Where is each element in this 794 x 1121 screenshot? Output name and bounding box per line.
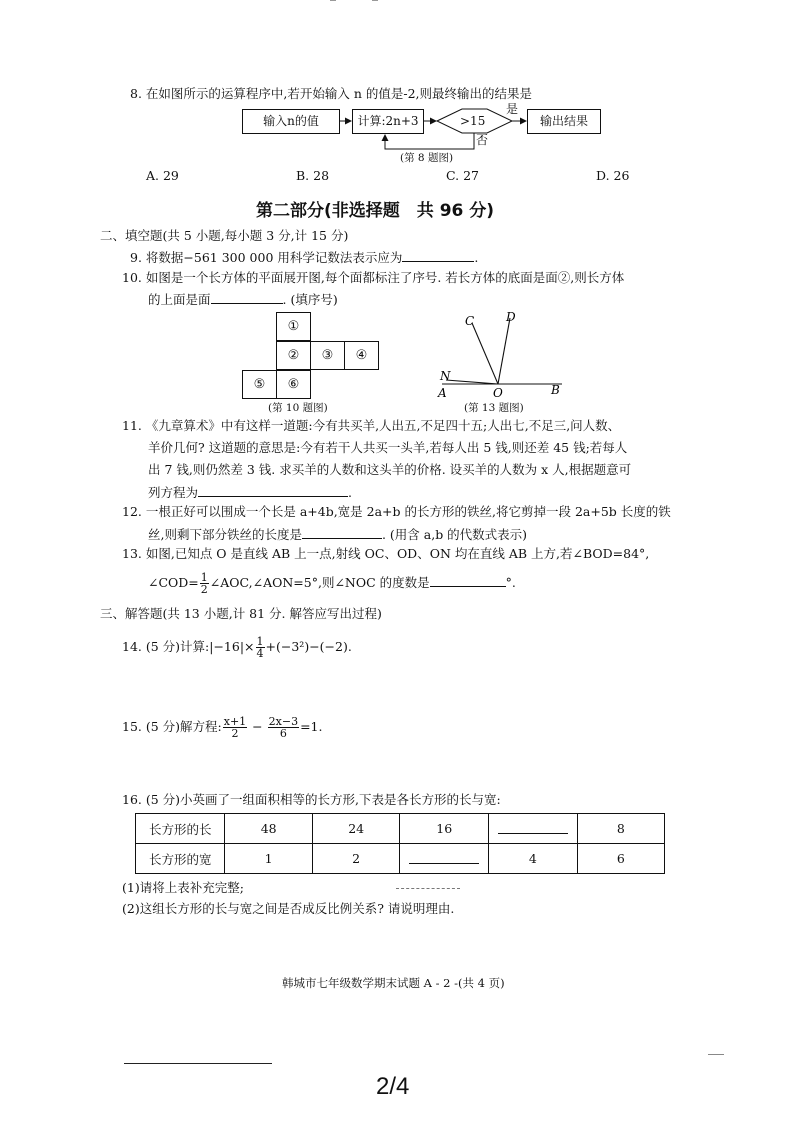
q12-prompt: 丝,则剩下部分铁丝的长度是 (148, 527, 302, 542)
scan-mark (372, 0, 378, 4)
q14-prompt-a: 14. (5 分)计算:|−16|× (122, 639, 255, 654)
label-a: A (438, 386, 447, 400)
part2-title: 第二部分(非选择题 共 96 分) (256, 201, 495, 221)
table-cell-blank (489, 814, 578, 844)
table-row (136, 844, 665, 874)
net-face-2: ② (276, 341, 311, 370)
flow-caption: (第 8 题图) (400, 152, 454, 164)
q15-f1-num: x+1 (223, 715, 247, 728)
q13-end: °. (505, 575, 516, 590)
q15-f2-num: 2x−3 (268, 715, 299, 728)
table-cell: 48 (225, 814, 313, 844)
table-cell: 长方形的宽 (136, 844, 225, 874)
solve-section-header: 三、解答题(共 13 小题,计 81 分. 解答应写出过程) (100, 606, 382, 621)
q13-prompt-b: ∠AOC,∠AON=5°,则∠NOC 的度数是 (209, 575, 430, 590)
q14-frac-num: 1 (256, 635, 264, 648)
q14-fraction (256, 636, 265, 659)
table-cell: 1 (225, 844, 313, 874)
table-cell: 4 (489, 844, 578, 874)
q12-answer-blank (302, 526, 382, 539)
q15-fraction-1 (223, 716, 247, 739)
q13-answer-blank (430, 574, 506, 587)
q9-text (130, 249, 478, 266)
q10-line1: 10. 如图是一个长方体的平面展开图,每个面都标注了序号. 若长方体的底面是面②,则长方体 (122, 270, 625, 285)
q16-text: 16. (5 分)小英画了一组面积相等的长方形,下表是各长方形的长与宽: (122, 792, 501, 807)
q8-option-a: A. 29 (146, 168, 179, 183)
angle-figure (432, 308, 582, 400)
q15-prompt-b: =1. (300, 719, 323, 734)
q9-end: . (474, 250, 479, 265)
net-face-3: ③ (310, 341, 345, 370)
q13-line1: 13. 如图,已知点 O 是直线 AB 上一点,射线 OC、OD、ON 均在直线 AB 上方,若∠BOD=84°, (122, 546, 650, 561)
flow-input-box: 输入n的值 (242, 109, 340, 134)
q8-flowchart (240, 104, 620, 164)
q12-line2 (148, 526, 527, 543)
table-answer-blank (409, 851, 479, 864)
rectangle-table (135, 813, 665, 874)
table-cell: 8 (577, 814, 664, 844)
q14-frac-den: 4 (256, 647, 264, 660)
label-c: C (465, 314, 475, 328)
q10-line2 (148, 291, 338, 308)
table-cell: 长方形的长 (136, 814, 225, 844)
q14-text (122, 632, 352, 662)
table-cell: 6 (577, 844, 664, 874)
q12-hint: . (用含 a,b 的代数式表示) (381, 527, 528, 542)
scan-mark (330, 0, 336, 4)
label-d: D (506, 310, 516, 324)
q8-option-d: D. 26 (596, 168, 630, 183)
table-cell: 24 (312, 814, 400, 844)
q15-f1-den: 2 (231, 727, 239, 740)
q13-frac-num: 1 (200, 571, 208, 584)
page-footer: 韩城市七年级数学期末试题 A - 2 -(共 4 页) (282, 976, 505, 990)
angle-caption: (第 13 题图) (464, 402, 524, 414)
table-cell-blank (400, 844, 489, 874)
q9-answer-blank (402, 249, 474, 262)
q11-line2: 羊价几何? 这道题的意思是:今有若干人共买一头羊,若每人出 5 钱,则还差 45 钱;若每人 (148, 440, 628, 455)
flow-calc-box: 计算:2n+3 (352, 109, 424, 134)
table-cell: 16 (400, 814, 489, 844)
q15-text (122, 712, 322, 742)
table-row (136, 814, 665, 844)
table-cell: 2 (312, 844, 400, 874)
footer-rule (124, 1063, 272, 1064)
scan-mark (396, 888, 460, 889)
flow-yes-label: 是 (506, 102, 519, 116)
q13-frac-den: 2 (200, 583, 208, 596)
scan-mark (708, 1054, 724, 1055)
q11-line1: 11. 《九章算术》中有这样一道题:今有共买羊,人出五,不足四十五;人出七,不足三,问人数、 (122, 418, 621, 433)
q15-prompt-a: 15. (5 分)解方程: (122, 719, 222, 734)
flow-condition: >15 (460, 114, 486, 128)
flow-no-label: 否 (476, 133, 489, 147)
label-b: B (551, 383, 560, 397)
q10-answer-blank (211, 291, 283, 304)
q13-line2 (148, 568, 516, 598)
q10-hint: . (填序号) (282, 292, 338, 307)
q11-end: . (348, 485, 352, 500)
page-number: 2/4 (376, 1073, 410, 1100)
q8-text: 8. 在如图所示的运算程序中,若开始输入 n 的值是-2,则最终输出的结果是 (130, 86, 533, 101)
net-caption: (第 10 题图) (268, 402, 328, 414)
net-face-4: ④ (344, 341, 379, 370)
q16-part1: (1)请将上表补充完整; (122, 880, 244, 895)
q16-part2: (2)这组长方形的长与宽之间是否成反比例关系? 请说明理由. (122, 901, 455, 916)
q11-line3: 出 7 钱,则仍然差 3 钱. 求买羊的人数和这头羊的价格. 设买羊的人数为 x 人,根据题意可 (148, 462, 632, 477)
q10-prompt: 的上面是面 (148, 292, 211, 307)
q13-prompt-a: ∠COD= (148, 575, 199, 590)
q13-fraction (200, 572, 209, 595)
q15-f2-den: 6 (279, 727, 287, 740)
net-face-5: ⑤ (242, 370, 277, 399)
net-face-1: ① (276, 312, 311, 341)
label-o: O (493, 386, 503, 400)
q14-prompt-b: +(−3²)−(−2). (265, 639, 352, 654)
table-answer-blank (498, 821, 568, 834)
fill-section-header: 二、填空题(共 5 小题,每小题 3 分,计 15 分) (100, 228, 349, 243)
q12-line1: 12. 一根正好可以围成一个长是 a+4b,宽是 2a+b 的长方形的铁丝,将它剪掉一段 2a+5b 长度的铁 (122, 504, 671, 519)
net-face-6: ⑥ (276, 370, 311, 399)
q11-prompt: 列方程为 (148, 485, 199, 500)
q15-minus: − (252, 719, 263, 734)
q9-prompt: 9. 将数据−561 300 000 用科学记数法表示应为 (130, 250, 403, 265)
q8-option-b: B. 28 (296, 168, 330, 183)
q11-line4 (148, 484, 352, 501)
q15-fraction-2 (268, 716, 299, 739)
q8-option-c: C. 27 (446, 168, 479, 183)
label-n: N (440, 369, 451, 383)
flow-output-box: 输出结果 (527, 109, 601, 134)
q11-answer-blank (198, 484, 348, 497)
